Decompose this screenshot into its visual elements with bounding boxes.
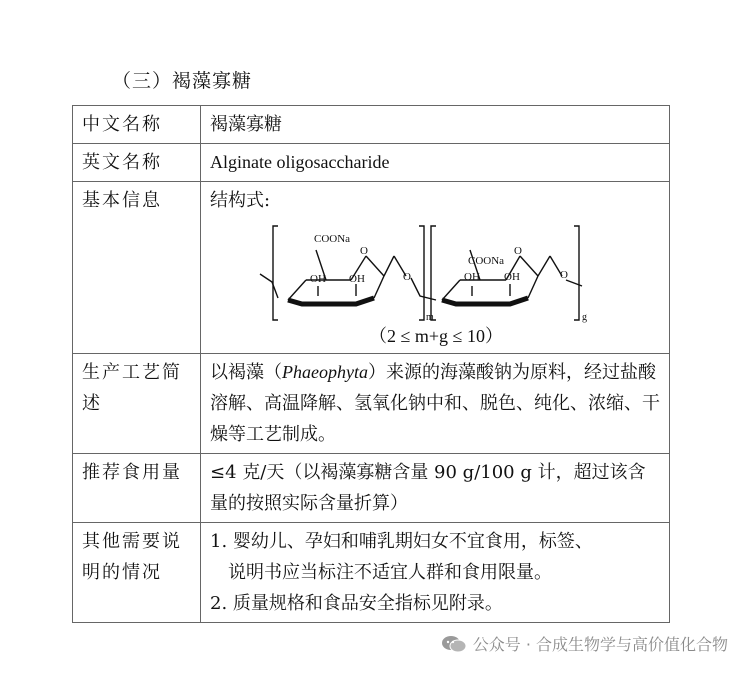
oh-label-3: OH <box>464 271 480 283</box>
other-label: 其他需要说明的情况 <box>73 523 201 623</box>
other-item-1: 1. 婴幼儿、孕妇和哺乳期妇女不宜食用，标签、 <box>210 531 593 552</box>
process-text-suffix: ）来源的海藻酸钠为原料，经过盐酸溶解、高温降解、氢氧化钠中和、脱色、纯化、浓缩、干燥等工艺制成。 <box>210 362 660 445</box>
process-label: 生产工艺简述 <box>73 354 201 454</box>
table-row-process <box>73 354 670 454</box>
other-value <box>201 523 670 623</box>
coona-label-2: COONa <box>468 255 505 267</box>
subscript-g: g <box>582 312 587 323</box>
cn-name-value: 褐藻寡糖 <box>201 106 670 144</box>
en-name-label: 英文名称 <box>73 144 201 182</box>
other-item-1-cont: 说明书应当标注不适宜人群和食用限量。 <box>228 562 552 583</box>
table-row-dosage <box>73 454 670 523</box>
table-row-basic-info <box>73 182 670 354</box>
process-species-name: Phaeophyta <box>282 362 368 382</box>
process-text-prefix: 以褐藻（ <box>210 362 282 383</box>
link-oxygen-1: O <box>403 271 411 283</box>
process-value <box>201 354 670 454</box>
ring-oxygen-2: O <box>514 245 522 257</box>
structure-ratio: （2 ≤ m+g ≤ 10） <box>369 326 503 346</box>
section-title: （三）褐藻寡糖 <box>112 70 253 92</box>
table-row-en-name <box>73 144 670 182</box>
table-row-cn-name <box>73 106 670 144</box>
cn-name-label: 中文名称 <box>73 106 201 144</box>
info-table <box>72 105 670 623</box>
dosage-value: ≤4 克/天（以褐藻寡糖含量 90 g/100 g 计，超过该含量的按照实际含量折算） <box>201 454 670 523</box>
subscript-m: m <box>426 312 434 323</box>
oh-label-1: OH <box>310 273 326 285</box>
basic-info-value <box>201 182 670 354</box>
oh-label-4: OH <box>504 271 520 283</box>
dosage-label: 推荐食用量 <box>73 454 201 523</box>
other-item-2: 2. 质量规格和食品安全指标见附录。 <box>210 593 503 614</box>
watermark-text: 公众号 · 合成生物学与高价值化合物 <box>472 635 728 654</box>
watermark <box>441 632 728 655</box>
structure-title: 结构式: <box>210 190 271 211</box>
oh-label-2: OH <box>349 273 365 285</box>
coona-label-1: COONa <box>314 233 351 245</box>
link-oxygen-2: O <box>560 269 568 281</box>
en-name-value: Alginate oligosaccharide <box>201 144 670 182</box>
ring-oxygen-1: O <box>360 245 368 257</box>
wechat-icon <box>441 635 467 653</box>
table-row-other <box>73 523 670 623</box>
structural-formula <box>206 216 646 328</box>
basic-info-label: 基本信息 <box>73 182 201 354</box>
